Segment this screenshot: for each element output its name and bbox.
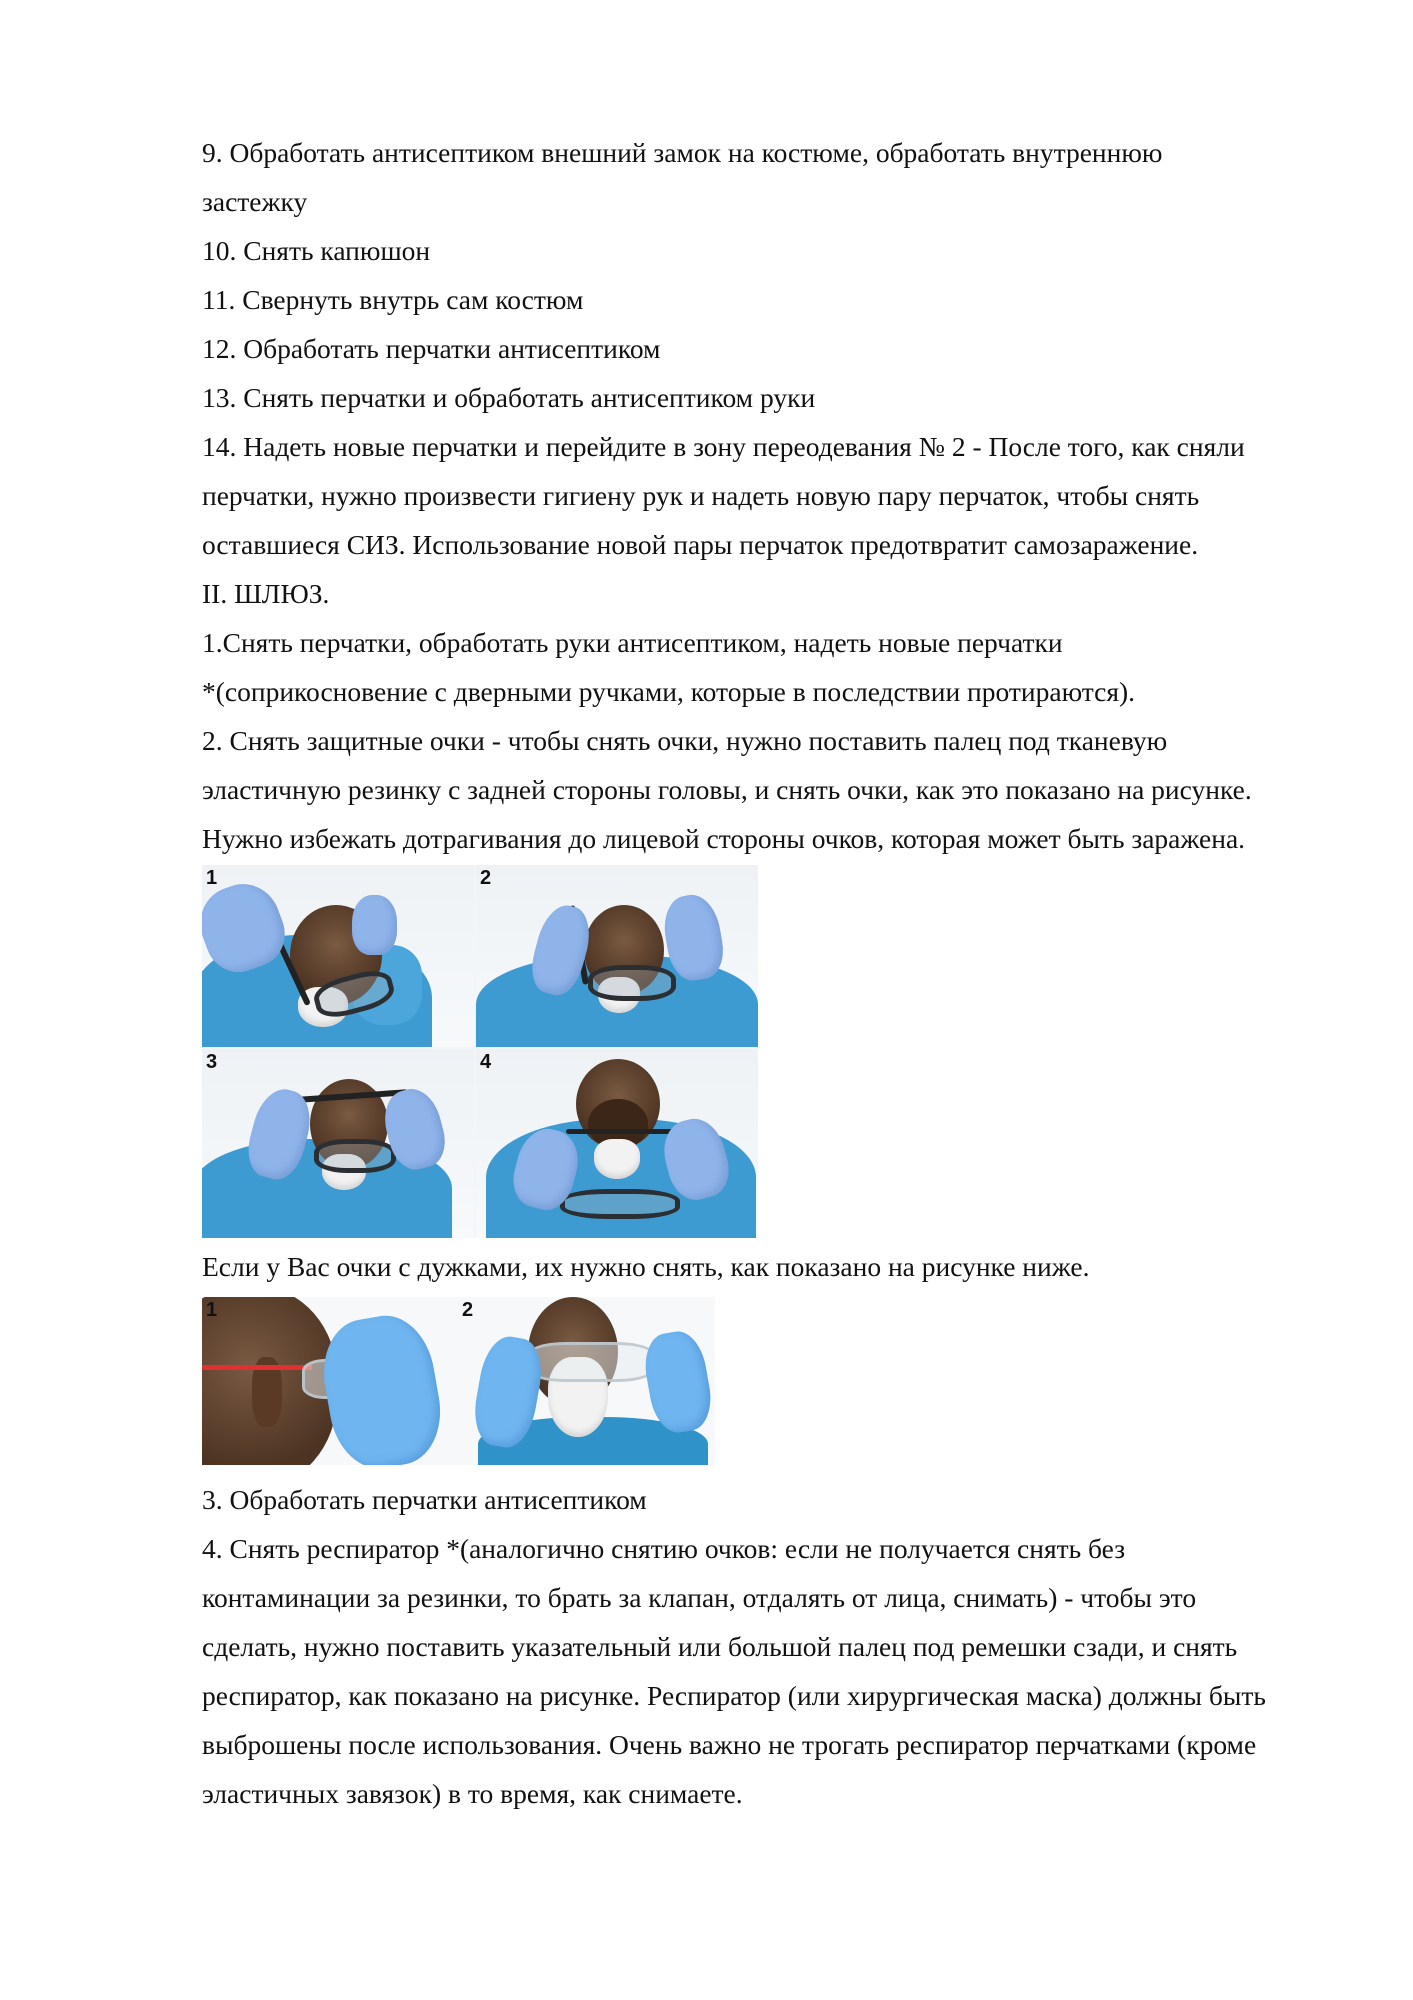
panel-number: 1: [206, 1299, 218, 1321]
text-line: перчатки, нужно произвести гигиену рук и надеть новую пару перчаток, чтобы снять: [202, 480, 1200, 511]
panel-number: 4: [480, 1051, 492, 1073]
text-line: эластичных завязок) в то время, как снимаете.: [202, 1778, 743, 1809]
panel-number: 1: [206, 867, 218, 889]
text-line: 14. Надеть новые перчатки и перейдите в зону переодевания № 2 - После того, как сняли: [202, 431, 1245, 462]
text-line: выброшены после использования. Очень важно не трогать респиратор перчатками (кроме: [202, 1729, 1257, 1760]
text-line: оставшиеся СИЗ. Использование новой пары перчаток предотвратит самозаражение.: [202, 529, 1199, 560]
text-line: 11. Свернуть внутрь сам костюм: [202, 284, 584, 315]
figure-panel: [476, 865, 758, 1047]
text-line: 1.Снять перчатки, обработать руки антисептиком, надеть новые перчатки: [202, 627, 1063, 658]
figure-panel: [476, 1049, 758, 1238]
text-block-top: [202, 128, 1322, 863]
text-line: 10. Снять капюшон: [202, 235, 431, 266]
panel-number: 2: [462, 1299, 474, 1321]
text-line: 3. Обработать перчатки антисептиком: [202, 1484, 647, 1515]
figure-panel: [202, 1049, 474, 1238]
text-line: 2. Снять защитные очки - чтобы снять очки, нужно поставить палец под тканевую: [202, 725, 1168, 756]
text-line: 12. Обработать перчатки антисептиком: [202, 333, 661, 364]
text-line: *(соприкосновение с дверными ручками, которые в последствии протираются).: [202, 676, 1136, 707]
figure-panel: [202, 865, 474, 1047]
section-heading: II. ШЛЮЗ.: [202, 578, 330, 609]
text-line: респиратор, как показано на рисунке. Респиратор (или хирургическая маска) должны быть: [202, 1680, 1266, 1711]
text-line: 13. Снять перчатки и обработать антисептиком руки: [202, 382, 816, 413]
panel-number: 2: [480, 867, 492, 889]
text-block-bottom: [202, 1475, 1322, 1818]
panel-number: 3: [206, 1051, 218, 1073]
document-page: [202, 128, 1322, 1818]
text-line: эластичную резинку с задней стороны головы, и снять очки, как это показано на рисунке.: [202, 774, 1252, 805]
figure-panel: [202, 1297, 458, 1465]
figure-panel: [458, 1297, 715, 1465]
text-line: сделать, нужно поставить указательный или большой палец под ремешки сзади, и снять: [202, 1631, 1238, 1662]
text-line: застежку: [202, 186, 308, 217]
text-line: Нужно избежать дотрагивания до лицевой стороны очков, которая может быть заражена.: [202, 823, 1246, 854]
text-line: Если у Вас очки с дужками, их нужно снять, как показано на рисунке ниже.: [202, 1251, 1090, 1282]
goggles-removal-figure: [202, 865, 758, 1238]
spectacles-removal-figure: [202, 1297, 715, 1465]
text-line: 9. Обработать антисептиком внешний замок на костюме, обработать внутреннюю: [202, 137, 1163, 168]
text-line: 4. Снять респиратор *(аналогично снятию очков: если не получается снять без: [202, 1533, 1126, 1564]
text-line: контаминации за резинки, то брать за клапан, отдалять от лица, снимать) - чтобы это: [202, 1582, 1197, 1613]
